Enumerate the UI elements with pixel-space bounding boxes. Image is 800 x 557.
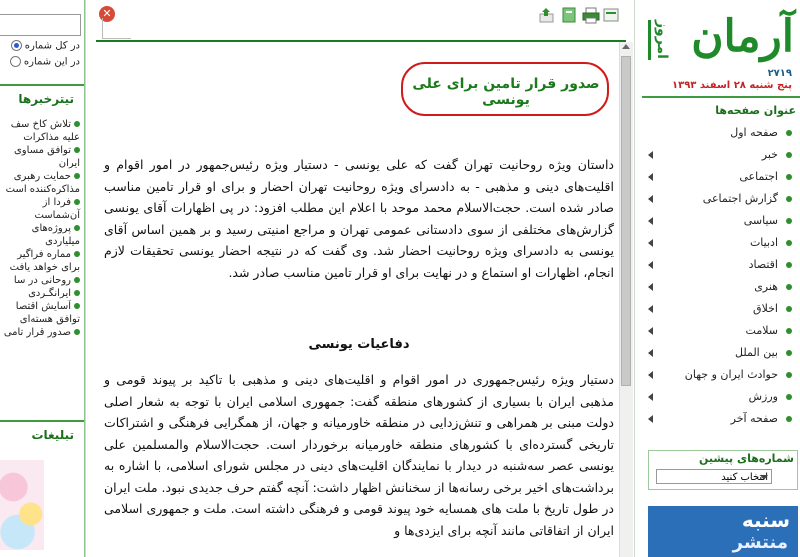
headline-link[interactable] — [0, 118, 84, 144]
radio-this-issue-dot[interactable] — [10, 56, 21, 67]
logo-subtext: امروز — [654, 20, 670, 59]
headline-link[interactable] — [0, 287, 84, 300]
bullet-icon — [786, 416, 792, 422]
radio-this-issue[interactable] — [0, 56, 80, 70]
ad-image[interactable] — [0, 460, 44, 550]
headline-link[interactable] — [0, 222, 84, 248]
chevron-left-icon — [648, 415, 653, 423]
page-link-label[interactable]: سیاسی — [743, 214, 778, 227]
page-link[interactable] — [642, 320, 800, 342]
right-sidebar — [642, 0, 800, 557]
bullet-icon — [786, 284, 792, 290]
chevron-left-icon — [648, 393, 653, 401]
page-link[interactable] — [642, 210, 800, 232]
bullet-icon — [786, 240, 792, 246]
headline-link-text[interactable]: روحانی در سا — [13, 275, 71, 286]
page-link-label[interactable]: اخلاق — [753, 302, 778, 315]
page-link[interactable] — [642, 386, 800, 408]
page-link[interactable] — [642, 232, 800, 254]
bullet-icon — [786, 350, 792, 356]
headlines-list — [0, 118, 84, 339]
chevron-left-icon — [648, 261, 653, 269]
close-icon[interactable]: ✕ — [99, 6, 115, 22]
chevron-left-icon — [648, 195, 653, 203]
pdf-icon[interactable] — [602, 6, 620, 24]
headlines-title: تیترخبرها — [18, 92, 74, 106]
bookmark-icon[interactable] — [560, 6, 578, 24]
divider — [0, 420, 84, 422]
headline-link[interactable] — [0, 248, 84, 274]
headline-link-text[interactable]: آسایش اقتصا توافق هسته‌ای — [15, 301, 80, 325]
radio-all-issues-dot[interactable] — [11, 40, 22, 51]
pages-title: عنوان صفحه‌ها — [715, 104, 796, 117]
issue-date: پنج شنبه ۲۸ اسفند ۱۳۹۳ — [672, 80, 792, 91]
search-input[interactable] — [0, 14, 81, 36]
pages-list — [642, 122, 800, 430]
page-link-label[interactable]: خبر — [761, 148, 778, 161]
issue-number: ۲۷۱۹ — [767, 68, 792, 79]
chevron-left-icon — [648, 305, 653, 313]
chevron-left-icon — [648, 349, 653, 357]
ads-title: تبلیغات — [31, 428, 74, 442]
page-link[interactable] — [642, 254, 800, 276]
page-link[interactable] — [642, 122, 800, 144]
bullet-icon — [786, 196, 792, 202]
headline-link[interactable] — [0, 196, 84, 222]
page-link-label[interactable]: بین الملل — [735, 346, 778, 359]
radio-this-issue-label: در این شماره — [23, 56, 80, 68]
page-link-label[interactable]: گزارش اجتماعی — [702, 192, 778, 205]
share-icon[interactable] — [538, 6, 556, 24]
bullet-icon — [74, 277, 80, 283]
headline-link-text[interactable]: حمایت رهبری مذاکره‌کننده است — [5, 171, 80, 195]
bullet-icon — [74, 303, 80, 309]
previous-issues-title: شماره‌های پیشین — [698, 452, 794, 465]
radio-all-issues-label: در کل شماره — [24, 40, 80, 52]
page-link-label[interactable]: ورزش — [748, 390, 778, 403]
bullet-icon — [74, 147, 80, 153]
logo-text: آرمان — [691, 11, 794, 62]
bullet-icon — [74, 199, 80, 205]
chevron-down-icon[interactable] — [760, 475, 768, 480]
headline-link-text[interactable]: توافق مساوی ایران — [13, 145, 80, 169]
bullet-icon — [786, 218, 792, 224]
page-link[interactable] — [642, 408, 800, 430]
bullet-icon — [786, 262, 792, 268]
article-panel — [85, 0, 635, 557]
bullet-icon — [786, 152, 792, 158]
headline-link-text[interactable]: پروژه‌های میلیاردی — [31, 223, 80, 247]
headline-link[interactable] — [0, 144, 84, 170]
bullet-icon — [74, 225, 80, 231]
page-link[interactable] — [642, 188, 800, 210]
banner-text-2: منتشر — [732, 532, 788, 553]
page-link[interactable] — [642, 298, 800, 320]
headline-link[interactable] — [0, 300, 84, 326]
page-link[interactable] — [642, 276, 800, 298]
left-sidebar — [0, 0, 85, 557]
headline-link[interactable] — [0, 170, 84, 196]
page-link-label[interactable]: اجتماعی — [739, 170, 778, 183]
scrollbar[interactable] — [619, 42, 633, 557]
page-link-label[interactable]: حوادث ایران و جهان — [684, 368, 778, 381]
page-link[interactable] — [642, 166, 800, 188]
bullet-icon — [74, 329, 80, 335]
chevron-left-icon — [648, 217, 653, 225]
banner-text-1: سنبه — [741, 508, 790, 532]
logo[interactable] — [648, 8, 798, 68]
page-link-label[interactable]: صفحه آخر — [730, 412, 778, 425]
scroll-thumb[interactable] — [621, 56, 631, 386]
headline-link-text[interactable]: تلاش کاخ سف علیه مذاکرات — [10, 119, 80, 143]
bullet-icon — [786, 372, 792, 378]
scroll-up-icon[interactable] — [622, 44, 630, 49]
bullet-icon — [74, 121, 80, 127]
bullet-icon — [786, 328, 792, 334]
page-link-label[interactable]: هنری — [754, 280, 778, 293]
headline-link[interactable] — [0, 326, 84, 339]
divider — [642, 96, 800, 98]
headline-link-text[interactable]: مماره فراگیر برای خواهد یافت — [9, 249, 80, 273]
previous-issues-select[interactable]: انتخاب کنید — [656, 469, 772, 484]
page-link-label[interactable]: صفحه اول — [730, 126, 778, 139]
chevron-left-icon — [648, 327, 653, 335]
print-icon[interactable] — [582, 6, 600, 24]
chevron-left-icon — [648, 239, 653, 247]
bullet-icon — [74, 290, 80, 296]
header-rule — [96, 40, 626, 42]
promo-banner[interactable] — [648, 506, 798, 557]
page-link-label[interactable]: سلامت — [745, 324, 778, 337]
radio-all-issues[interactable] — [0, 40, 80, 54]
article-paragraph-1: داستان ویژه روحانیت تهران گفت که علی یونسی - دستیار ویژه رئیس‌جمهور در امور اقوام و اقلیت‌های دینی و مذهبی - به دادسرای ویژه روحانیت تهران احضار و برای او قرار تامین مناسب صادر شده است. حجت‌الاسلام محمد موحد با اعلام این مطلب افزود: در پی اظهارات آقای یونسی گزارش‌های مختلفی از سوی دادستانی عمومی تهران و مراجع امنیتی رسید و بر همین اساس آقای یونسی به دادسرای ویژه روحانیت احضار شد. وی گفت که در نتیجه احضار یونسی تحقیقات لازم انجام، اظهارات او استماع و در نهایت برای او قرار تامین مناسب صادر شد. — [104, 157, 614, 280]
page-link[interactable] — [642, 144, 800, 166]
bullet-icon — [786, 174, 792, 180]
headline-link[interactable] — [0, 274, 84, 287]
article-headline: صدور قرار تامین برای علی یونسی — [412, 76, 600, 108]
divider — [0, 84, 84, 86]
headline-link-text[interactable]: ایرانگـردی — [28, 288, 71, 299]
page-link-label[interactable]: اقتصاد — [748, 258, 778, 271]
bullet-icon — [786, 306, 792, 312]
page-link[interactable] — [642, 342, 800, 364]
chevron-left-icon — [648, 173, 653, 181]
article-subheading: دفاعیات یونسی — [308, 337, 410, 352]
bullet-icon — [786, 130, 792, 136]
corner-fold-icon — [102, 18, 131, 39]
page-link[interactable] — [642, 364, 800, 386]
bullet-icon — [74, 251, 80, 257]
article-paragraph-2: دستیار ویژه رئیس‌جمهوری در امور اقوام و اقلیت‌های دینی و مذهبی با تاکید بر پیوند قومی و مذهبی ایران با بسیاری از کشورهای منطقه گفت: جمهوری اسلامی ایران با توجه به شعار اصلی دولت مبنی بر همراهی و تنش‌زدایی در منطقه خاورمیانه و جهان، از همگرایی فرهنگی و اشتراکات تاریخی گسترده‌ای با کشورهای منطقه خاورمیانه برخوردار است. حجت‌الاسلام والمسلمین علی یونسی عصر سه‌شنبه در دیدار با نمایندگان اقلیت‌های دینی در مجلس شورای اسلامی، با اشاره به برداشت‌های اخیر برخی رسانه‌ها از سخنانش اظهار داشت: آنچه گفتم حرف جدیدی نبود. ملت ایران در طول تاریخ با ملت های همسایه خود پیوند قومی و فرهنگی داشته است. ملت و جمهوری اسلامی ایران از اتفاقاتی مانند آنچه برای ایزدی‌ها و — [104, 372, 614, 538]
page-link-label[interactable]: ادبیات — [749, 236, 778, 249]
bullet-icon — [74, 173, 80, 179]
chevron-left-icon — [648, 151, 653, 159]
bullet-icon — [786, 394, 792, 400]
chevron-left-icon — [648, 371, 653, 379]
chevron-left-icon — [648, 283, 653, 291]
headline-link-text[interactable]: صدور قرار تامی — [3, 327, 71, 338]
headline-link-text[interactable]: فردا از آن‌شماست — [34, 197, 80, 221]
